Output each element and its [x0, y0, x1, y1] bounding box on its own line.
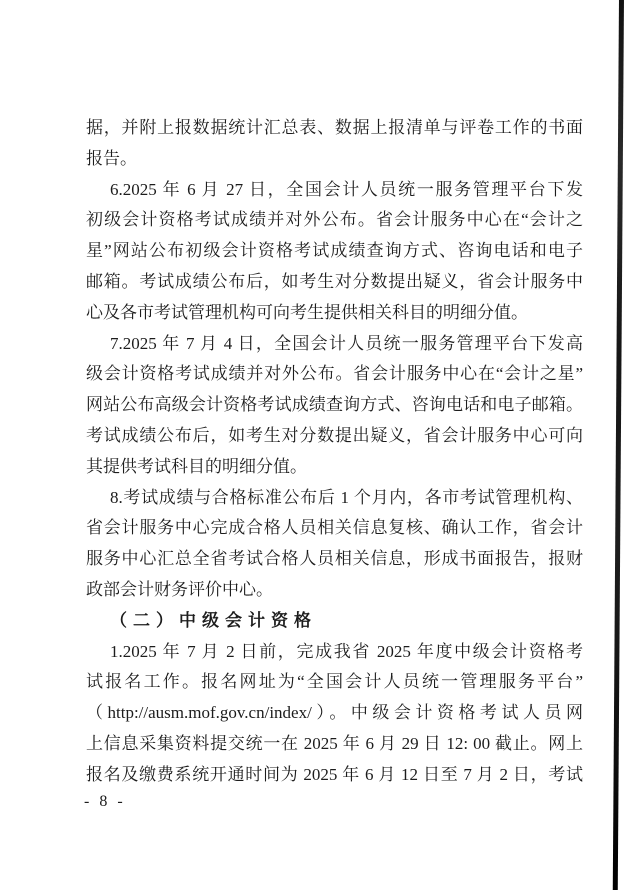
text-line: 1.2025 年 7 月 2 日前，完成我省 2025 年度中级会计资格考 — [110, 641, 583, 661]
text-line: 试报名工作。报名网址为“全国会计人员统一管理服务平台” — [86, 672, 583, 692]
text-line: 报告。 — [86, 148, 137, 168]
text-line: 星”网站公布初级会计资格考试成绩查询方式、咨询电话和电子 — [86, 241, 583, 261]
text-line: 7.2025 年 7 月 4 日，全国会计人员统一服务管理平台下发高 — [110, 333, 583, 353]
text-line: （http://ausm.mof.gov.cn/index/）。中级会计资格考试人员网 — [86, 703, 583, 723]
text-line: 据，并附上报数据统计汇总表、数据上报清单与评卷工作的书面 — [86, 118, 583, 137]
scan-edge-artifact — [613, 0, 624, 890]
document-text-block — [86, 113, 583, 791]
text-line: 报名及缴费系统开通时间为 2025 年 6 月 12 日至 7 月 2 日，考试 — [86, 764, 583, 784]
text-line: 政部会计财务评价中心。 — [86, 579, 273, 599]
text-line: 6.2025 年 6 月 27 日，全国会计人员统一服务管理平台下发 — [110, 179, 583, 199]
text-line: 网站公布高级会计资格考试成绩查询方式、咨询电话和电子邮箱。 — [86, 395, 583, 415]
text-line: 考试成绩公布后，如考生对分数提出疑义，省会计服务中心可向 — [86, 425, 583, 445]
text-line: 8.考试成绩与合格标准公布后 1 个月内，各市考试管理机构、 — [110, 487, 583, 507]
text-line: 邮箱。考试成绩公布后，如考生对分数提出疑义，省会计服务中 — [86, 271, 583, 291]
text-line: 省会计服务中心完成合格人员相关信息复核、确认工作，省会计 — [86, 518, 583, 538]
section-heading: （二）中级会计资格 — [110, 610, 317, 630]
text-line: 其提供考试科目的明细分值。 — [86, 456, 307, 476]
text-line: 初级会计资格考试成绩并对外公布。省会计服务中心在“会计之 — [86, 210, 583, 230]
text-line: 上信息采集资料提交统一在 2025 年 6 月 29 日 12: 00 截止。网上 — [86, 733, 583, 753]
text-line: 服务中心汇总全省考试合格人员相关信息，形成书面报告，报财 — [86, 549, 583, 569]
page-number: - 8 - — [84, 793, 126, 810]
text-line: 心及各市考试管理机构可向考生提供相关科目的明细分值。 — [86, 302, 528, 322]
text-line: 级会计资格考试成绩并对外公布。省会计服务中心在“会计之星” — [86, 364, 583, 384]
